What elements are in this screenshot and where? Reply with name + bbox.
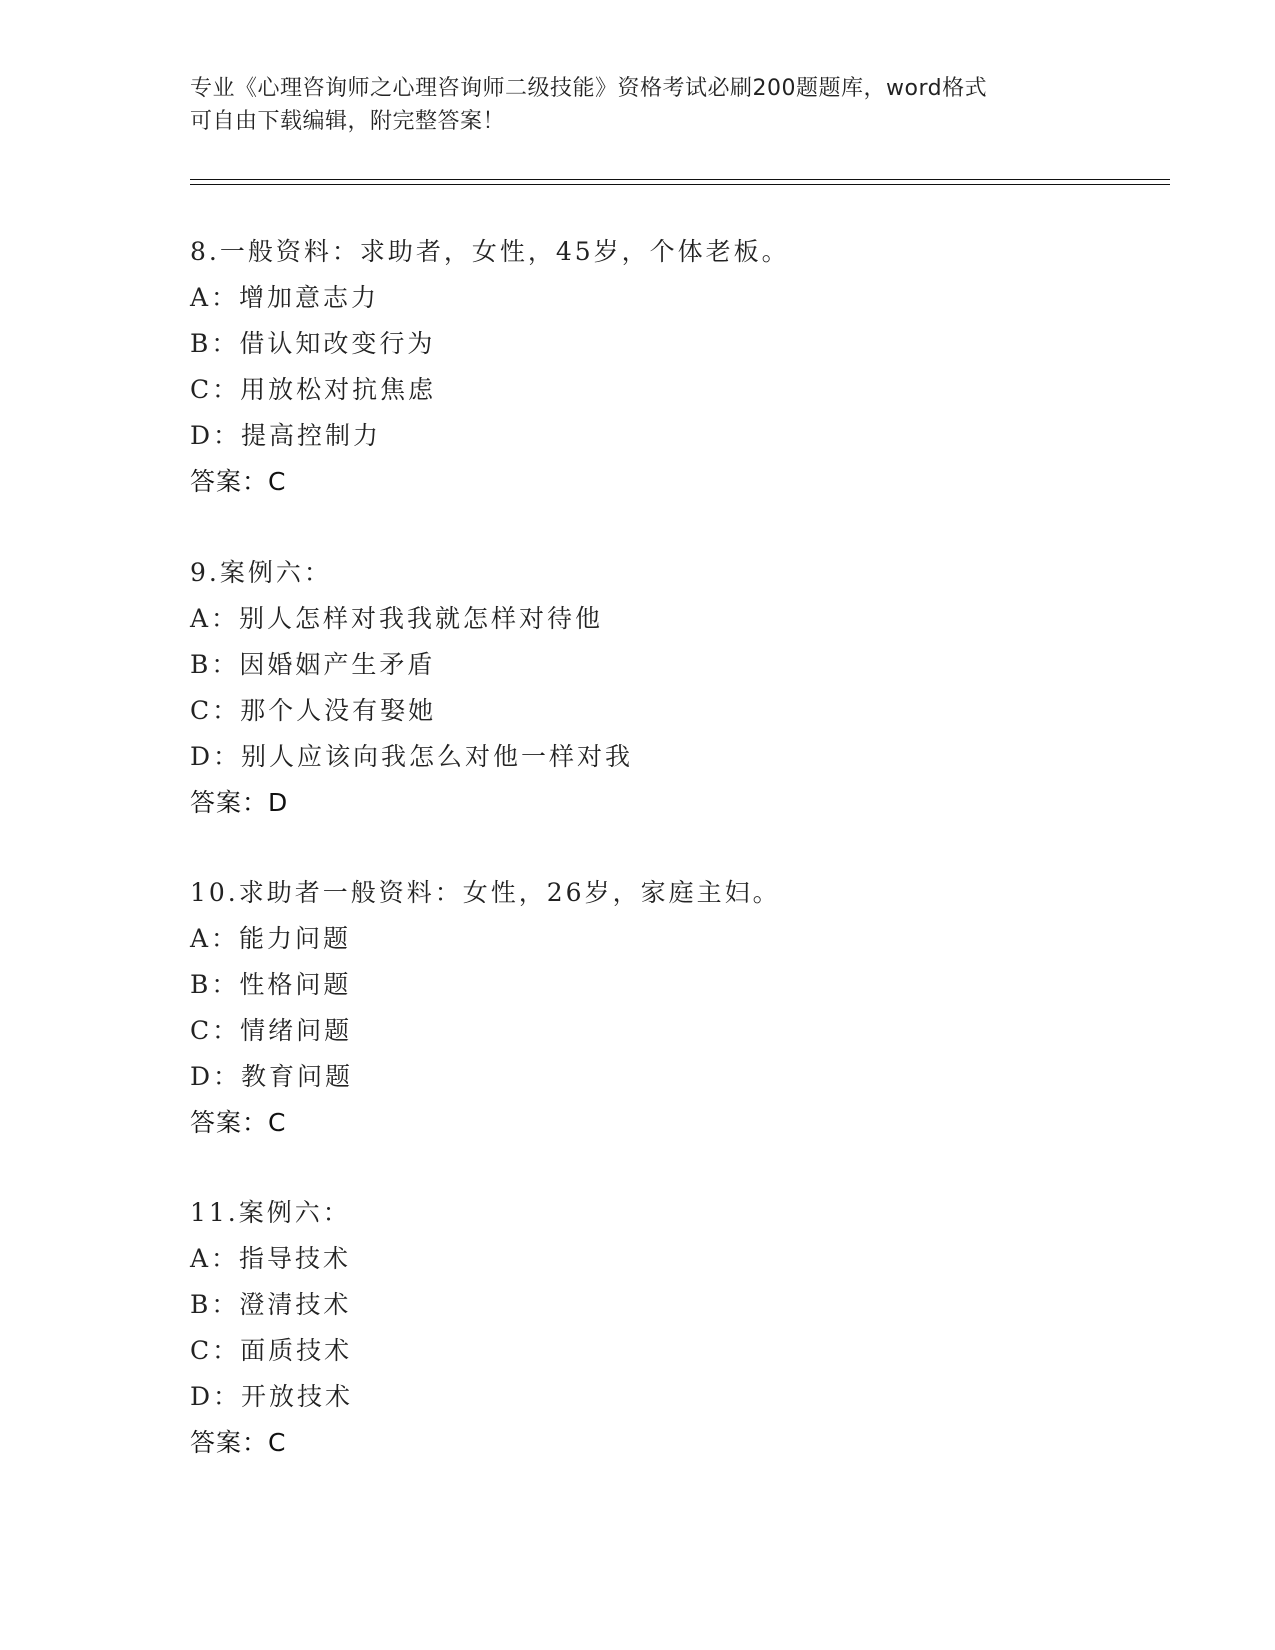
- answer-line: 答案：C: [190, 1108, 287, 1137]
- option-a: A：指导技术: [190, 1244, 352, 1273]
- option-c: C：那个人没有娶她: [190, 696, 437, 725]
- option-c: C：用放松对抗焦虑: [190, 375, 437, 404]
- header-line-1: 专业《心理咨询师之心理咨询师二级技能》资格考试必刷200题题库，word格式: [190, 76, 988, 101]
- answer-line: 答案：C: [190, 1428, 287, 1457]
- question-stem: 9.案例六：: [190, 558, 332, 587]
- option-a: A：别人怎样对我我就怎样对待他: [190, 604, 604, 633]
- header-line-2: 可自由下载编辑，附完整答案！: [190, 109, 506, 134]
- option-d: D：别人应该向我怎么对他一样对我: [190, 742, 634, 771]
- option-d: D：提高控制力: [190, 421, 382, 450]
- question-block-11: [190, 1190, 1190, 1466]
- question-stem: 8.一般资料：求助者，女性，45岁，个体老板。: [190, 237, 790, 266]
- question-stem: 10.求助者一般资料：女性，26岁，家庭主妇。: [190, 878, 781, 907]
- question-block-9: [190, 550, 1190, 826]
- header-divider-top: [190, 179, 1170, 180]
- answer-line: 答案：D: [190, 788, 289, 817]
- question-stem: 11.案例六：: [190, 1198, 351, 1227]
- option-b: B：性格问题: [190, 970, 352, 999]
- answer-line: 答案：C: [190, 467, 287, 496]
- option-c: C：面质技术: [190, 1336, 353, 1365]
- option-c: C：情绪问题: [190, 1016, 353, 1045]
- option-b: B：借认知改变行为: [190, 329, 436, 358]
- header-divider-bottom: [190, 184, 1170, 185]
- question-block-8: [190, 229, 1190, 505]
- question-block-10: [190, 870, 1190, 1146]
- option-d: D：教育问题: [190, 1062, 354, 1091]
- option-a: A：增加意志力: [190, 283, 380, 312]
- document-header: [190, 72, 1090, 138]
- option-b: B：澄清技术: [190, 1290, 352, 1319]
- option-a: A：能力问题: [190, 924, 352, 953]
- option-b: B：因婚姻产生矛盾: [190, 650, 436, 679]
- option-d: D：开放技术: [190, 1382, 354, 1411]
